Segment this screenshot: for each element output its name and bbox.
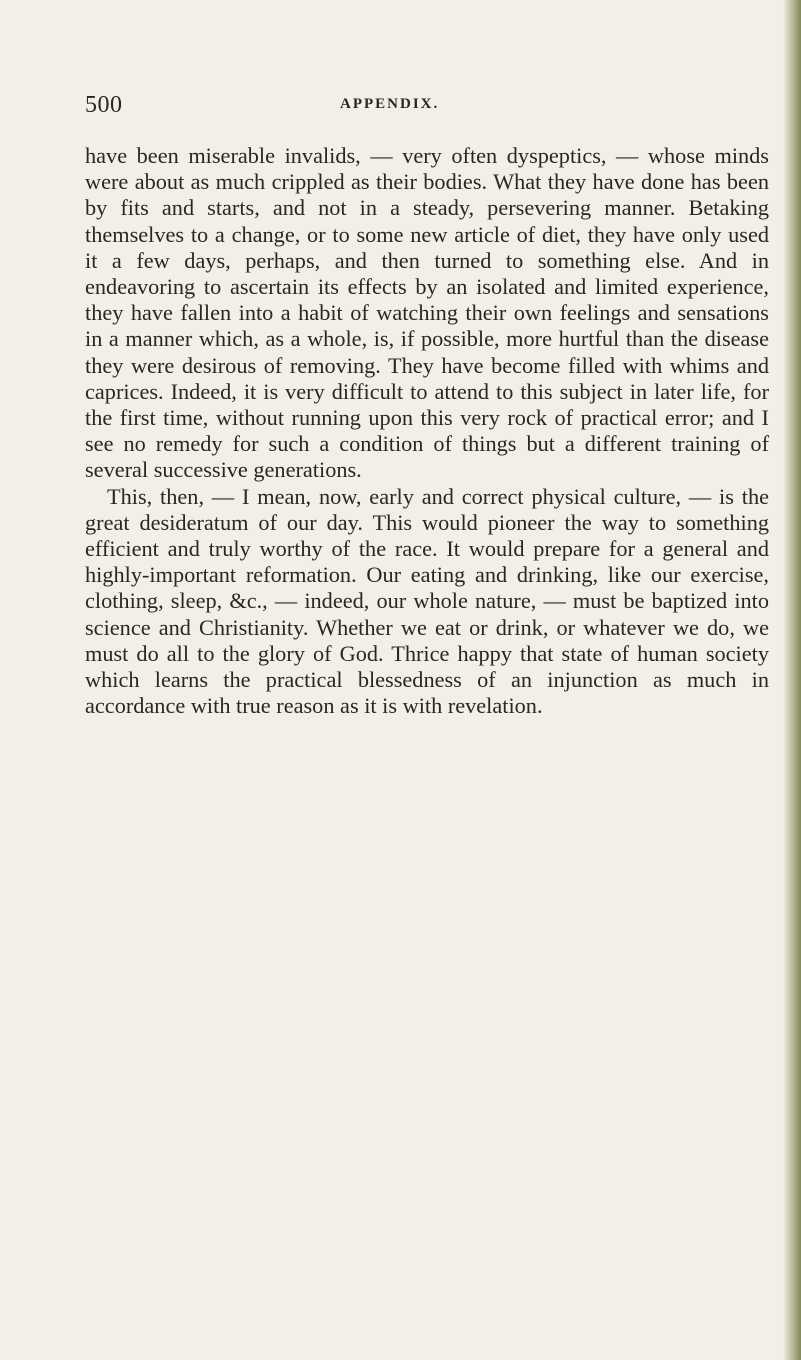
- body-text: [85, 143, 769, 719]
- running-head: APPENDIX.: [340, 96, 440, 112]
- paragraph: This, then, — I mean, now, early and correct physical culture, — is the great desideratum of our day. This would pioneer the way to something efficient and truly worthy of the race. It would prepare for a general and highly-important reformation. Our eating and drinking, like our exercise, clothing, sleep, &c., — indeed, our whole nature, — must be baptized into science and Christianity. Whether we eat or drink, or whatever we do, we must do all to the glory of God. Thrice happy that state of human society which learns the practical blessedness of an injunction as much in accordance with true reason as it is with revelation.: [85, 483, 769, 719]
- page-header: [85, 92, 765, 132]
- paragraph-continued: have been miserable invalids, — very often dyspeptics, — whose minds were about as much crippled as their bodies. What they have done has been by fits and starts, and not in a steady, persevering manner. Betaking themselves to a change, or to some new article of diet, they have only used it a few days, perhaps, and then turned to something else. And in endeavoring to ascertain its effects by an isolated and limited experience, they have fallen into a habit of watching their own feelings and sensations in a manner which, as a whole, is, if possible, more hurtful than the disease they were desirous of removing. They have become filled with whims and caprices. Indeed, it is very difficult to attend to this subject in later life, for the first time, without running upon this very rock of practical error; and I see no remedy for such a condition of things but a different training of several successive generations.: [85, 143, 769, 483]
- page-number: 500: [85, 92, 123, 118]
- page-edge-shadow: [783, 0, 801, 1360]
